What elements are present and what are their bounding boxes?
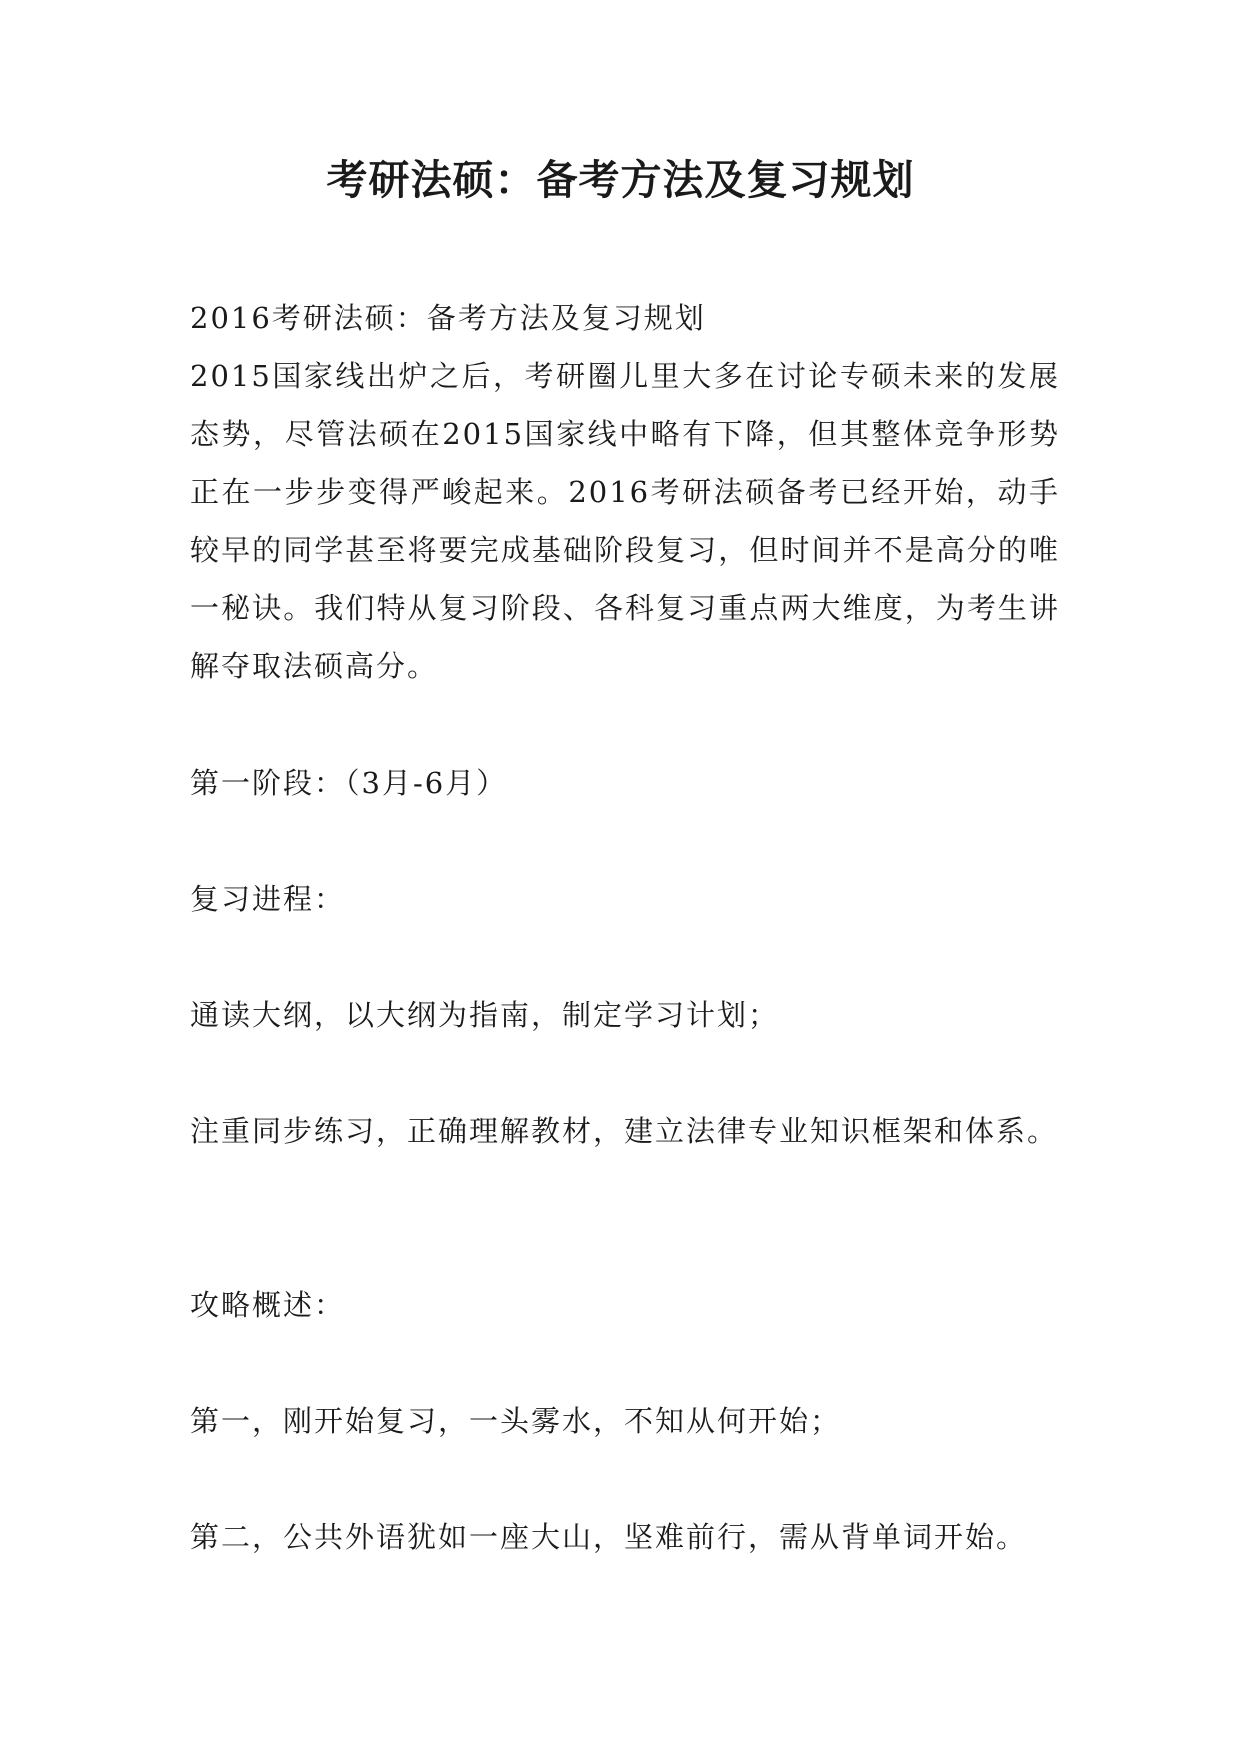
subtitle-paragraph: 2016考研法硕：备考方法及复习规划 (190, 301, 706, 335)
process-item-1: 通读大纲，以大纲为指南，制定学习计划； (190, 998, 780, 1032)
document-title: 考研法硕：备考方法及复习规划 (326, 156, 915, 204)
overview-item-2: 第二，公共外语犹如一座大山，坚难前行，需从背单词开始。 (190, 1520, 1028, 1554)
intro-paragraph: 2015国家线出炉之后，考研圈儿里大多在讨论专硕未来的发展态势，尽管法硕在2015国家线中略有下降，但其整体竞争形势正在一步步变得严峻起来。2016考研法硕备考已经开始，动手较早的同学甚至将要完成基础阶段复习，但时间并不是高分的唯一秘诀。我们特从复习阶段、各科复习重点两大维度，为考生讲解夺取法硕高分。 (190, 359, 1060, 683)
process-item-2: 注重同步练习，正确理解教材，建立法律专业知识框架和体系。 (190, 1114, 1059, 1148)
overview-heading: 攻略概述： (190, 1288, 346, 1322)
stage-heading: 第一阶段：（3月-6月） (190, 766, 508, 800)
process-heading: 复习进程： (190, 882, 346, 916)
overview-item-1: 第一，刚开始复习，一头雾水，不知从何开始； (190, 1404, 842, 1438)
